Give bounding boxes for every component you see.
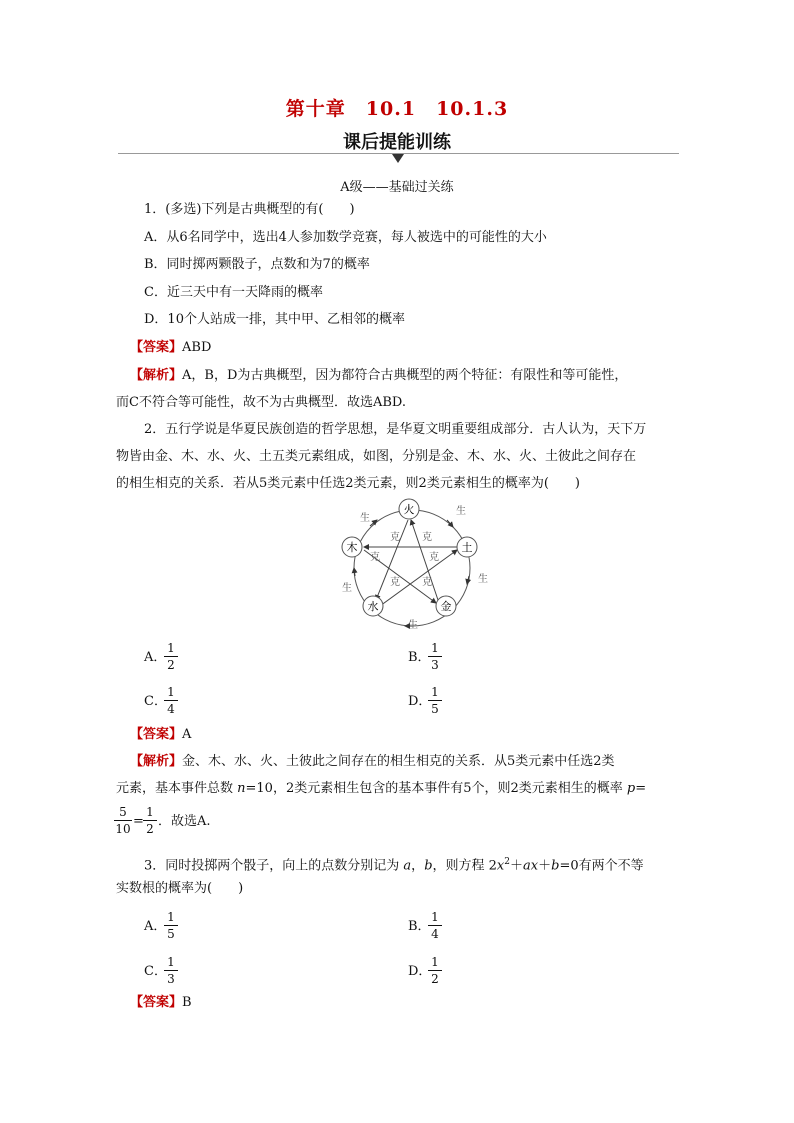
q2-option-b-fraction bbox=[428, 641, 442, 672]
q2-analysis-2b: =10，2类元素相生包含的基本事件有5个，则2类元素相生的概率 bbox=[245, 781, 627, 796]
numerator: 1 bbox=[431, 641, 439, 655]
node-water bbox=[363, 596, 383, 616]
answer-tag: 【答案】 bbox=[130, 340, 183, 355]
q2-option-c-fraction bbox=[164, 685, 178, 716]
five-elements-diagram bbox=[330, 496, 496, 632]
q3-option-d-fraction bbox=[428, 955, 442, 986]
q1-option-a: A．从6名同学中，选出4人参加数学竞赛，每人被选中的可能性的大小 bbox=[144, 230, 547, 245]
q2-stem-3: 的相生相克的关系．若从5类元素中任选2类元素，则2类元素相生的概率为( ) bbox=[116, 476, 580, 491]
q3-option-c-label: C． bbox=[144, 964, 167, 979]
numerator: 1 bbox=[167, 955, 175, 969]
numerator: 5 bbox=[119, 805, 127, 819]
numerator: 1 bbox=[146, 805, 154, 819]
denominator: 10 bbox=[115, 822, 131, 836]
q2-analysis-text-1: 金、木、水、火、土彼此之间存在的相生相克的关系．从5类元素中任选2类 bbox=[182, 754, 615, 769]
q3-answer bbox=[130, 993, 192, 1013]
sheng-label: 生 bbox=[360, 513, 370, 524]
arrow-fire-earth bbox=[447, 520, 453, 527]
sheng-label: 生 bbox=[456, 506, 466, 517]
denominator: 5 bbox=[167, 927, 175, 941]
var-ax: ax bbox=[523, 858, 539, 874]
var-n: n bbox=[237, 781, 246, 796]
node-metal-label: 金 bbox=[440, 600, 452, 613]
numerator: 1 bbox=[431, 685, 439, 699]
q1-answer-value: ABD bbox=[182, 340, 212, 355]
q3-option-a-fraction bbox=[164, 910, 178, 941]
ke-label: 克 bbox=[370, 552, 380, 563]
denominator: 2 bbox=[146, 822, 154, 836]
q3-stem-1a: 3．同时投掷两个骰子，向上的点数分别记为 bbox=[144, 858, 404, 874]
q2-analysis-1 bbox=[130, 752, 615, 772]
ke-label: 克 bbox=[422, 577, 432, 588]
node-wood-label: 木 bbox=[346, 541, 358, 554]
ke-label: 克 bbox=[429, 552, 439, 563]
sheng-label: 生 bbox=[478, 574, 488, 585]
analysis-tag: 【解析】 bbox=[130, 368, 183, 383]
numerator: 1 bbox=[167, 910, 175, 924]
denominator: 3 bbox=[167, 972, 175, 986]
page-subtitle: 课后提能训练 bbox=[343, 132, 451, 153]
var-b: b bbox=[551, 858, 560, 874]
q1-stem: 1．(多选)下列是古典概型的有( ) bbox=[144, 202, 355, 217]
q1-option-d: D．10个人站成一排，其中甲、乙相邻的概率 bbox=[144, 312, 405, 327]
var-p: p bbox=[626, 781, 636, 796]
q2-analysis-end: ．故选A. bbox=[158, 814, 211, 829]
q2-answer-value: A bbox=[182, 727, 192, 742]
denominator: 2 bbox=[167, 658, 175, 672]
q2-analysis-2c: = bbox=[635, 781, 647, 796]
node-metal bbox=[436, 596, 456, 616]
section-heading: A级——基础过关练 bbox=[340, 180, 454, 195]
ke-label: 克 bbox=[390, 577, 400, 588]
q1-option-c: C．近三天中有一天降雨的概率 bbox=[144, 285, 323, 300]
q2-stem-2: 物皆由金、木、水、火、土五类元素组成，如图，分别是金、木、水、火、土彼此之间存在 bbox=[116, 449, 637, 464]
denominator: 4 bbox=[167, 702, 175, 716]
q3-stem-2: 实数根的概率为( ) bbox=[116, 881, 244, 896]
plus: ＋ bbox=[538, 858, 552, 874]
denominator: 3 bbox=[431, 658, 439, 672]
q3-option-d-label: D． bbox=[408, 964, 432, 979]
q2-analysis-fraction-1 bbox=[114, 805, 132, 836]
denominator: 2 bbox=[431, 972, 439, 986]
denominator: 4 bbox=[431, 927, 439, 941]
q3-stem-1c: =0有两个不等 bbox=[559, 858, 644, 874]
analysis-tag: 【解析】 bbox=[130, 754, 183, 769]
node-earth-label: 土 bbox=[461, 541, 473, 554]
node-water-label: 水 bbox=[367, 600, 379, 613]
q3-option-a-label: A． bbox=[144, 919, 167, 934]
node-fire-label: 火 bbox=[403, 503, 415, 516]
q2-option-b-label: B． bbox=[408, 650, 431, 665]
q2-option-c-label: C． bbox=[144, 694, 167, 709]
q2-analysis-2a: 元素，基本事件总数 bbox=[116, 781, 238, 796]
q1-analysis-2: 而C不符合等可能性，故不为古典概型．故选ABD. bbox=[116, 395, 406, 410]
q2-answer bbox=[130, 725, 191, 745]
denominator: 5 bbox=[431, 702, 439, 716]
triangle-marker-icon bbox=[392, 154, 404, 163]
numerator: 1 bbox=[431, 955, 439, 969]
q3-answer-value: B bbox=[182, 995, 192, 1010]
q2-option-a-fraction bbox=[164, 641, 178, 672]
exponent: 2 bbox=[504, 857, 510, 867]
comma: ， bbox=[411, 858, 425, 874]
q3-option-b-fraction bbox=[428, 910, 442, 941]
answer-tag: 【答案】 bbox=[130, 995, 183, 1010]
answer-tag: 【答案】 bbox=[130, 727, 183, 742]
node-earth bbox=[457, 537, 477, 557]
plus: ＋ bbox=[510, 858, 524, 874]
q2-stem-1: 2．五行学说是华夏民族创造的哲学思想，是华夏文明重要组成部分．古人认为，天下万 bbox=[144, 422, 647, 437]
sheng-label: 生 bbox=[342, 583, 352, 594]
q2-analysis-eq: = bbox=[133, 814, 144, 829]
var-b: b bbox=[424, 858, 433, 874]
q1-option-b: B．同时掷两颗骰子，点数和为7的概率 bbox=[144, 257, 370, 272]
numerator: 1 bbox=[431, 910, 439, 924]
q2-option-a-label: A． bbox=[144, 650, 167, 665]
q3-stem-1 bbox=[144, 852, 644, 876]
q1-answer bbox=[130, 338, 211, 358]
q2-analysis-fraction-2 bbox=[143, 805, 157, 836]
chapter-title: 第十章 10.1 10.1.3 bbox=[285, 98, 509, 120]
ke-label: 克 bbox=[422, 532, 432, 543]
q2-option-d-label: D． bbox=[408, 694, 432, 709]
sheng-label: 生 bbox=[408, 620, 418, 631]
q2-analysis-2 bbox=[116, 779, 646, 799]
q1-analysis-text-1: A，B，D为古典概型，因为都符合古典概型的两个特征：有限性和等可能性， bbox=[182, 368, 628, 383]
q3-option-b-label: B． bbox=[408, 919, 431, 934]
q2-option-d-fraction bbox=[428, 685, 442, 716]
numerator: 1 bbox=[167, 685, 175, 699]
q1-analysis-1 bbox=[130, 366, 627, 386]
node-fire bbox=[399, 499, 419, 519]
var-a: a bbox=[403, 858, 412, 874]
ke-label: 克 bbox=[390, 532, 400, 543]
numerator: 1 bbox=[167, 641, 175, 655]
var-x: x bbox=[496, 858, 505, 874]
q3-stem-1b: ，则方程 2 bbox=[432, 858, 497, 874]
node-wood bbox=[342, 537, 362, 557]
q3-option-c-fraction bbox=[164, 955, 178, 986]
